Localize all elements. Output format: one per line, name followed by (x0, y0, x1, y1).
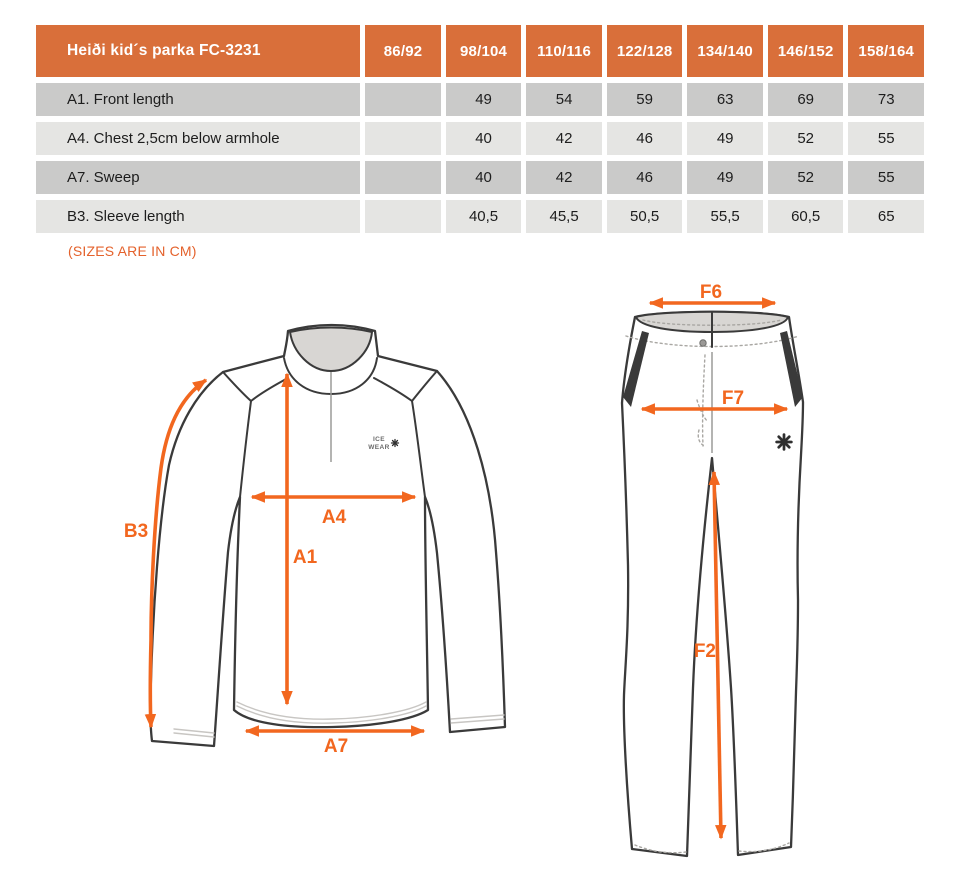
size-cell (365, 161, 441, 194)
table-row (36, 83, 924, 116)
size-header: 134/140 (687, 25, 763, 77)
size-header: 146/152 (768, 25, 844, 77)
size-header: 86/92 (365, 25, 441, 77)
size-cell: 42 (526, 161, 602, 194)
table-title: Heiði kid´s parka FC-3231 (36, 25, 360, 77)
size-cell: 55,5 (687, 200, 763, 233)
garment-diagrams (0, 270, 957, 894)
size-cell: 69 (768, 83, 844, 116)
size-cell (365, 122, 441, 155)
label-a1: A1 (292, 547, 318, 568)
table-row (36, 161, 924, 194)
size-cell: 40 (446, 122, 522, 155)
size-cell: 54 (526, 83, 602, 116)
units-note: (SIZES ARE IN CM) (68, 243, 197, 259)
size-cell: 49 (446, 83, 522, 116)
size-header: 158/164 (848, 25, 924, 77)
size-cell: 45,5 (526, 200, 602, 233)
table-row (36, 200, 924, 233)
shirt-diagram (124, 325, 505, 757)
brand-text-line2: WEAR (368, 444, 390, 451)
size-cell: 55 (848, 161, 924, 194)
shirt-body-outline (150, 325, 505, 746)
label-a7: A7 (323, 736, 349, 757)
size-cell: 46 (607, 122, 683, 155)
size-cell: 40,5 (446, 200, 522, 233)
label-b3: B3 (123, 521, 149, 542)
size-header: 98/104 (446, 25, 522, 77)
size-cell: 49 (687, 161, 763, 194)
size-cell: 55 (848, 122, 924, 155)
size-cell: 52 (768, 122, 844, 155)
size-cell (365, 83, 441, 116)
label-f6: F6 (699, 282, 723, 303)
label-a4: A4 (321, 507, 347, 528)
pants-diagram (622, 282, 803, 856)
size-cell: 49 (687, 122, 763, 155)
size-cell: 63 (687, 83, 763, 116)
size-header: 110/116 (526, 25, 602, 77)
size-cell: 42 (526, 122, 602, 155)
waist-button (700, 340, 706, 346)
size-cell: 46 (607, 161, 683, 194)
table-row (36, 122, 924, 155)
size-table (31, 19, 929, 239)
measure-label: A7. Sweep (36, 161, 360, 194)
size-cell: 73 (848, 83, 924, 116)
size-cell: 40 (446, 161, 522, 194)
brand-text-line1: ICE (372, 436, 386, 443)
size-cell: 52 (768, 161, 844, 194)
size-cell: 50,5 (607, 200, 683, 233)
snowflake-icon (777, 435, 792, 450)
size-cell: 65 (848, 200, 924, 233)
label-f2: F2 (693, 641, 716, 662)
table-header-row (36, 25, 924, 77)
measure-label: A1. Front length (36, 83, 360, 116)
measure-label: B3. Sleeve length (36, 200, 360, 233)
label-f7: F7 (721, 388, 745, 409)
size-header: 122/128 (607, 25, 683, 77)
size-cell: 59 (607, 83, 683, 116)
snowflake-icon (392, 440, 399, 447)
size-cell (365, 200, 441, 233)
size-cell: 60,5 (768, 200, 844, 233)
measure-label: A4. Chest 2,5cm below armhole (36, 122, 360, 155)
